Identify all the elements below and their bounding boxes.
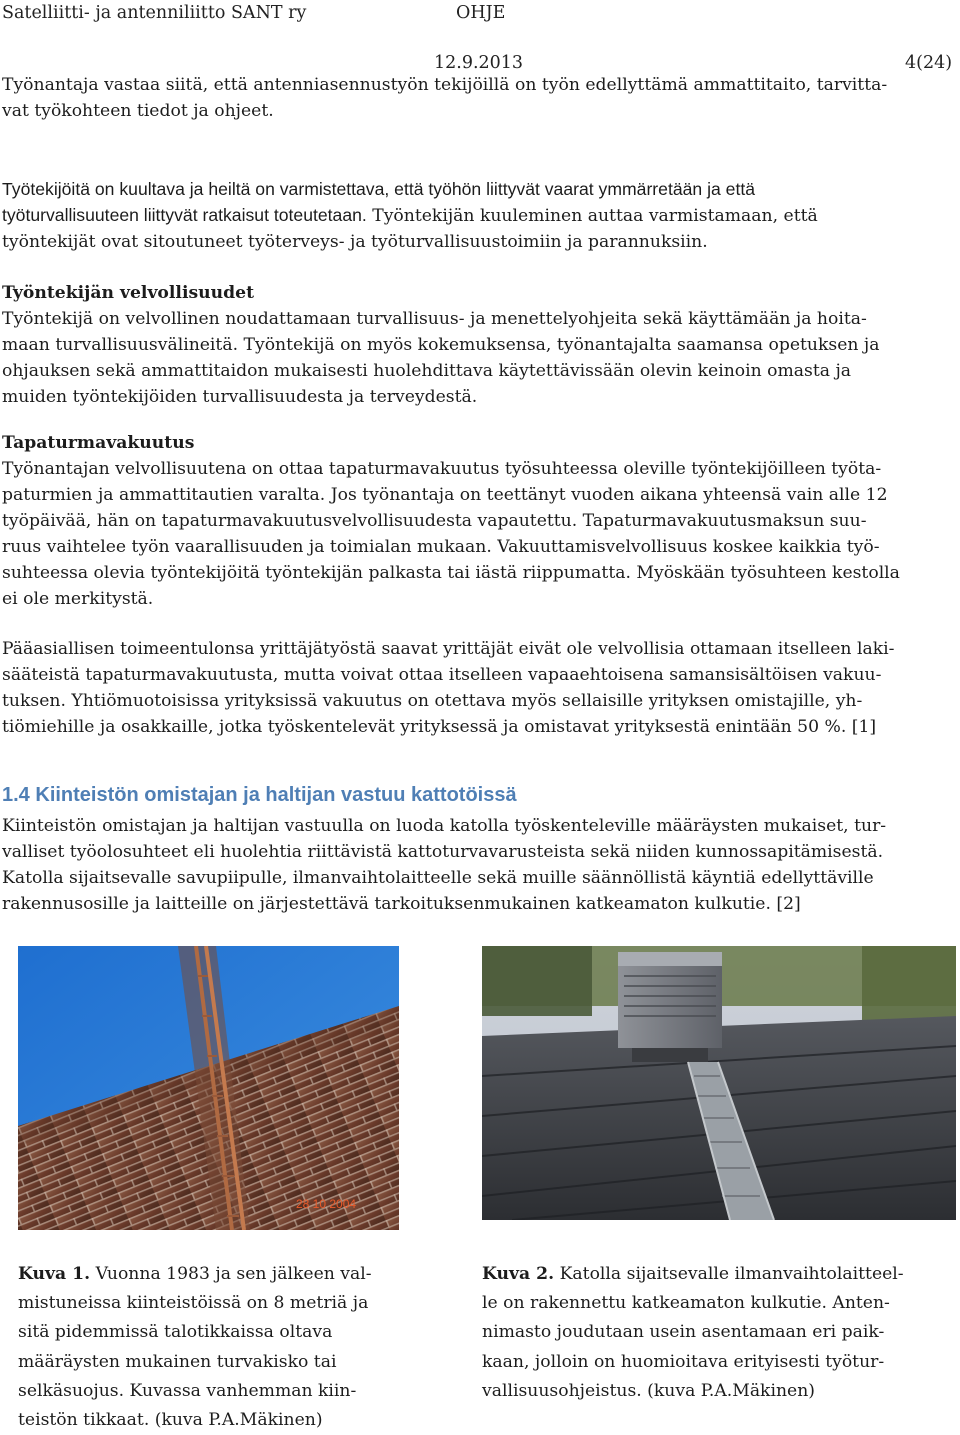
section-number: 1.4 xyxy=(2,784,30,806)
text-line: muiden työntekijöiden turvallisuudesta ja terveydestä. xyxy=(2,387,478,407)
text-line: tiömiehille ja osakkaille, jotka työskentelevät yrityksessä ja omistavat yrityksestä enintään 50 %. [1] xyxy=(2,717,877,737)
text-line: rakennusosille ja laitteille on järjestettävä tarkoituksenmukainen katkeamaton kulkutie. [2] xyxy=(2,894,801,914)
caption-text: selkäsuojus. Kuvassa vanhemman kiin- xyxy=(18,1380,357,1401)
caption-text: teistön tikkaat. (kuva P.A.Mäkinen) xyxy=(18,1410,323,1431)
text-line: Työnantajan velvollisuutena on ottaa tapaturmavakuutus työsuhteessa oleville työntekijöilleen työta- xyxy=(2,459,882,479)
caption-text: kaan, jolloin on huomioitava erityisesti työtur- xyxy=(482,1351,885,1372)
section-heading: Tapaturmavakuutus xyxy=(2,433,195,453)
caption-text: Katolla sijaitsevalle ilmanvaihtolaitteel- xyxy=(559,1264,904,1284)
caption-label: Kuva 1. xyxy=(18,1264,91,1284)
caption-text: nimasto joudutaan usein asentamaan eri paik- xyxy=(482,1322,885,1343)
roof-walkway-image xyxy=(482,946,956,1220)
caption-text: vallisuusohjeistus. (kuva P.A.Mäkinen) xyxy=(482,1380,815,1401)
section-accident-insurance xyxy=(2,430,956,612)
section-property-owner-responsibility xyxy=(2,782,956,917)
figure-1-photo xyxy=(18,946,399,1230)
caption-text: määräysten mukainen turvakisko tai xyxy=(18,1351,337,1372)
text-line: Työnantaja vastaa siitä, että antenniasennustyön tekijöillä on työn edellyttämä ammattitaito, tarvitta- xyxy=(2,75,888,95)
photo-date-stamp: 28 10 2004 xyxy=(296,1197,357,1211)
section-employee-obligations xyxy=(2,280,956,410)
text-line: ei ole merkitystä. xyxy=(2,589,154,609)
text-line: valliset työolosuhteet eli huolehtia riittävistä kattoturvavarusteista sekä niiden kunnossapitämisestä. xyxy=(2,842,884,862)
header-document-type: OHJE xyxy=(456,3,506,23)
text-line: sääteistä tapaturmavakuutusta, mutta voivat ottaa itselleen vapaaehtoisena samansisältöisen vakuu- xyxy=(2,665,882,685)
caption-text: Vuonna 1983 ja sen jälkeen val- xyxy=(95,1264,372,1284)
brick-wall-ladder-image xyxy=(18,946,399,1230)
text-line: Kiinteistön omistajan ja haltijan vastuulla on luoda katolla työskenteleville määräysten mukaiset, tur- xyxy=(2,816,887,836)
text-line: tuksen. Yhtiömuotoisissa yrityksissä vakuutus on otettava myös sellaisille yrityksen omistajille, yh- xyxy=(2,691,863,711)
text-line: Työtekijöitä on kuultava ja heiltä on varmistettava, että työhön liittyvät vaarat ymmärretään ja että xyxy=(2,179,756,199)
paragraph-entrepreneurs xyxy=(2,636,956,740)
section-heading-numbered xyxy=(2,782,956,808)
text-line: paturmien ja ammattitautien varalta. Jos työnantaja on teettänyt vuoden aikana yhteensä vain alle 12 xyxy=(2,485,888,505)
caption-text: sitä pidemmissä talotikkaissa oltava xyxy=(18,1322,333,1343)
text-line: Pääasiallisen toimeentulonsa yrittäjätyöstä saavat yrittäjät eivät ole velvollisia ottamaan itselleen laki- xyxy=(2,639,895,659)
header-date: 12.9.2013 xyxy=(434,53,524,73)
text-line: Työntekijä on velvollinen noudattamaan turvallisuus- ja menettelyohjeita sekä käyttämään ja hoita- xyxy=(2,309,867,329)
figure-1-caption xyxy=(18,1260,418,1435)
section-title: Kiinteistön omistajan ja haltijan vastuu kattotöissä xyxy=(35,784,517,806)
caption-label: Kuva 2. xyxy=(482,1264,555,1284)
caption-text: le on rakennettu katkeamaton kulkutie. Anten- xyxy=(482,1293,890,1314)
paragraph-employee-consultation xyxy=(2,176,956,255)
text-line: Työntekijän kuuleminen auttaa varmistamaan, että xyxy=(372,206,818,226)
figure-2-caption xyxy=(482,1260,956,1406)
text-line: ohjauksen sekä ammattitaidon mukaisesti huolehdittava käytettävissään olevin keinoin omasta ja xyxy=(2,361,852,381)
text-line: vat työkohteen tiedot ja ohjeet. xyxy=(2,101,274,121)
caption-text: mistuneissa kiinteistöissä on 8 metriä ja xyxy=(18,1293,369,1314)
paragraph-employer-responsibility xyxy=(2,72,956,124)
header-page-number: 4(24) xyxy=(905,53,953,73)
section-heading: Työntekijän velvollisuudet xyxy=(2,283,255,303)
text-line: työpäivää, hän on tapaturmavakuutusvelvollisuudesta vapautettu. Tapaturmavakuutusmaksun suu- xyxy=(2,511,867,531)
text-line: työntekijät ovat sitoutuneet työterveys- ja työturvallisuustoimiin ja parannuksiin. xyxy=(2,232,708,252)
header-organization: Satelliitti- ja antenniliitto SANT ry xyxy=(2,3,307,23)
text-line: ruus vaihtelee työn vaarallisuuden ja toimialan mukaan. Vakuuttamisvelvollisuus koskee kaikkia työ- xyxy=(2,537,880,557)
text-line: työturvallisuuteen liittyvät ratkaisut toteutetaan. xyxy=(2,205,367,225)
text-line: Katolla sijaitsevalle savupiipulle, ilmanvaihtolaitteelle sekä muille säännöllistä käyntiä edellyttäville xyxy=(2,868,874,888)
figure-2-photo xyxy=(482,946,956,1220)
text-line: suhteessa olevia työntekijöitä työntekijän palkasta tai iästä riippumatta. Myöskään työsuhteen kestolla xyxy=(2,563,900,583)
text-line: maan turvallisuusvälineitä. Työntekijä on myös kokemuksensa, työnantajalta saamansa opetuksen ja xyxy=(2,335,880,355)
